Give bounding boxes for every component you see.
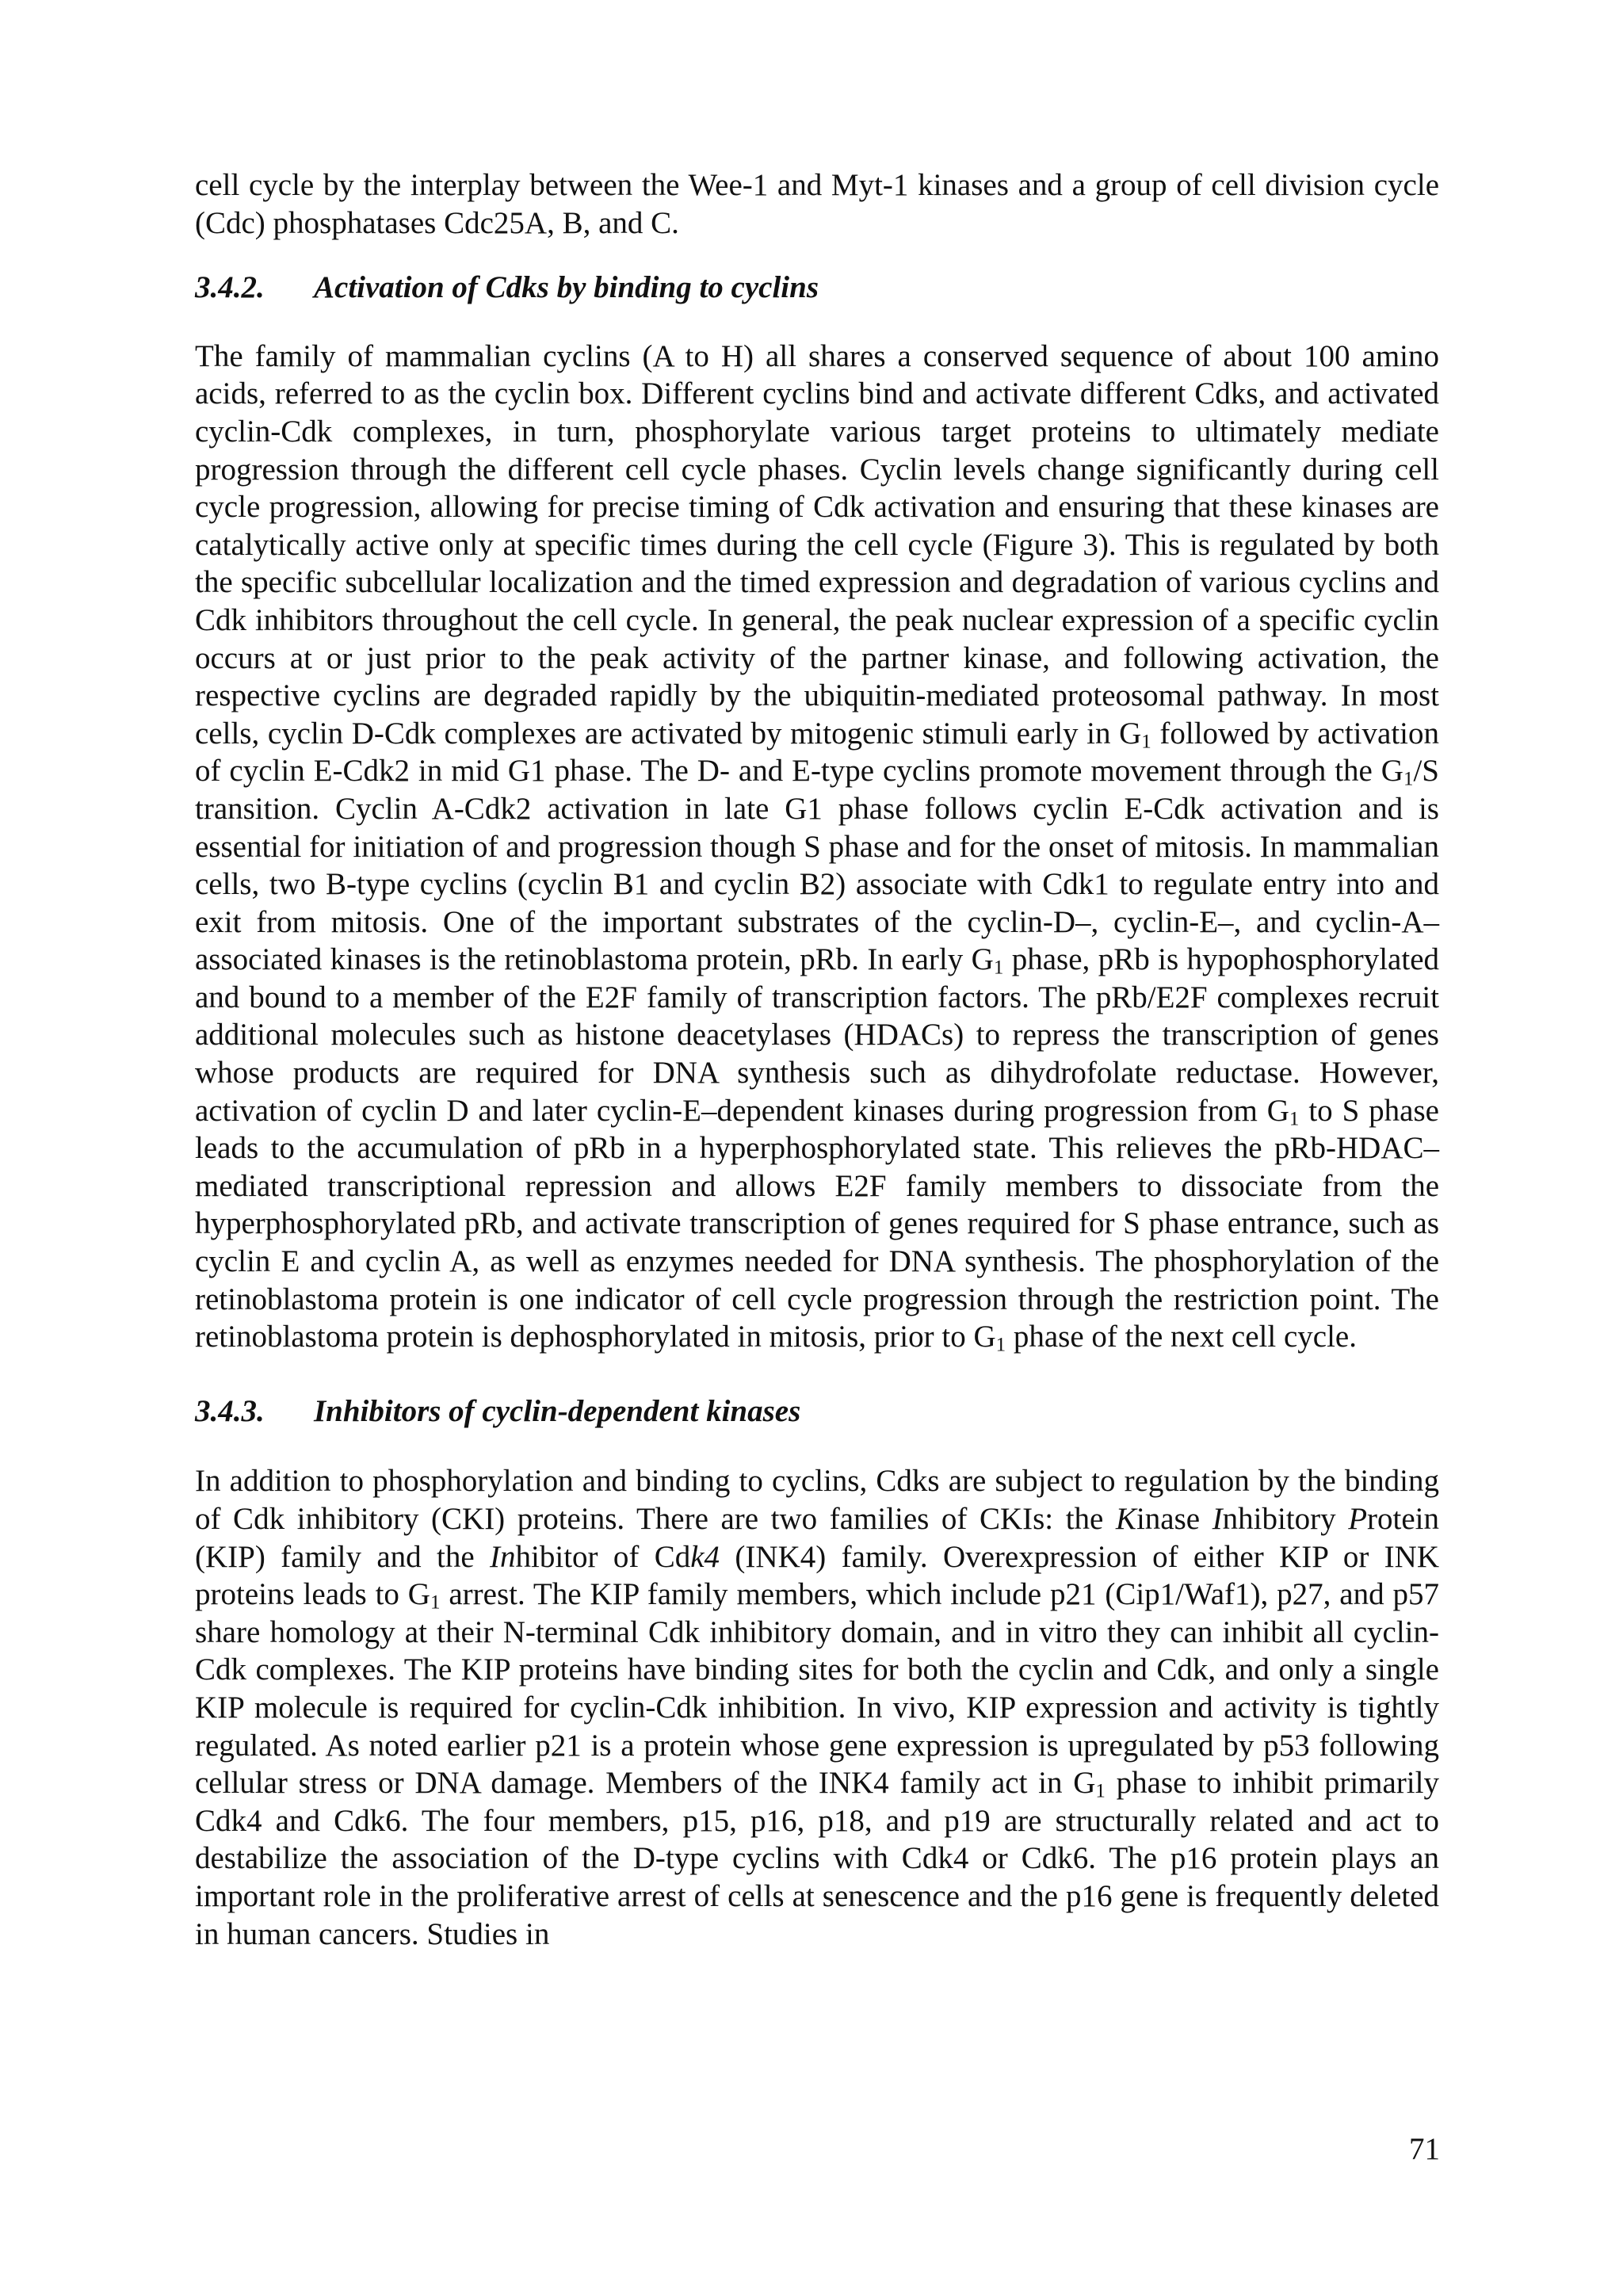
section-title: Inhibitors of cyclin-dependent kinases xyxy=(314,1393,801,1428)
section-title: Activation of Cdks by binding to cyclins xyxy=(314,270,819,305)
section-3-4-3-paragraph: In addition to phosphorylation and binding to cyclins, Cdks are subject to regulation by the binding of Cdk inhibitory (CKI) proteins. There are two families of CKIs: the Kinase Inhibitory Protein (KIP) family and the Inhibitor of Cdk4 (INK4) family. Overexpression of either KIP or INK proteins leads to $G_1$ arrest. The KIP family members, which include p21 (Cip1/Waf1), p27, and p57 share homology at their N-terminal Cdk inhibitory domain, and in vitro they can inhibit all cyclin-Cdk complexes. The KIP proteins have binding sites for both the cyclin and Cdk, and only a single KIP molecule is required for cyclin-Cdk inhibition. In vivo, KIP expression and activity is tightly regulated. As noted earlier p21 is a protein whose gene expression is upregulated by p53 following cellular stress or DNA damage. Members of the INK4 family act in $G_1$ phase to inhibit primarily Cdk4 and Cdk6. The four members, p15, p16, p18, and p19 are structurally related and act to destabilize the association of the D-type cyclins with Cdk4 or Cdk6. The p16 protein plays an important role in the proliferative arrest of cells at senescence and the p16 gene is frequently deleted in human cancers. Studies in xyxy=(195,1464,1439,1951)
section-heading-3-4-2 xyxy=(195,269,1439,307)
page-number: 71 xyxy=(1409,2132,1440,2166)
section-number: 3.4.3. xyxy=(195,1393,265,1428)
page-body xyxy=(195,166,1439,1953)
section-heading-3-4-3 xyxy=(195,1392,1439,1431)
section-3-4-2-paragraph: The family of mammalian cyclins (A to H) all shares a conserved sequence of about 100 amino acids, referred to as the cyclin box. Different cyclins bind and activate different Cdks, and activated cyclin-Cdk complexes, in turn, phosphorylate various target proteins to ultimately mediate progression through the different cell cycle phases. Cyclin levels change significantly during cell cycle progression, allowing for precise timing of Cdk activation and ensuring that these kinases are catalytically active only at specific times during the cell cycle (Figure 3). This is regulated by both the specific subcellular localization and the timed expression and degradation of various cyclins and Cdk inhibitors throughout the cell cycle. In general, the peak nuclear expression of a specific cyclin occurs at or just prior to the peak activity of the partner kinase, and following activation, the respective cyclins are degraded rapidly by the ubiquitin-mediated proteosomal pathway. In most cells, cyclin D-Cdk complexes are activated by mitogenic stimuli early in $G_1$ followed by activation of cyclin E-Cdk2 in mid G1 phase. The D- and E-type cyclins promote movement through the $G_1/S$ transition. Cyclin A-Cdk2 activation in late G1 phase follows cyclin E-Cdk activation and is essential for initiation of and progression though S phase and for the onset of mitosis. In mammalian cells, two B-type cyclins (cyclin B1 and cyclin B2) associate with Cdk1 to regulate entry into and exit from mitosis. One of the important substrates of the cyclin-D–, cyclin-E–, and cyclin-A–associated kinases is the retinoblastoma protein, pRb. In early $G_1$ phase, pRb is hypophosphorylated and bound to a member of the E2F family of transcription factors. The pRb/E2F complexes recruit additional molecules such as histone deacetylases (HDACs) to repress the transcription of genes whose products are required for DNA synthesis such as dihydrofolate reductase. However, activation of cyclin D and later cyclin-E–dependent kinases during progression from $G_1$ to S phase leads to the accumulation of pRb in a hyperphosphorylated state. This relieves the pRb-HDAC–mediated transcriptional repression and allows E2F family members to dissociate from the hyperphosphorylated pRb, and activate transcription of genes required for S phase entrance, such as cyclin E and cyclin A, as well as enzymes needed for DNA synthesis. The phosphorylation of the retinoblastoma protein is one indicator of cell cycle progression through the restriction point. The retinoblastoma protein is dephosphorylated in mitosis, prior to $G_1$ phase of the next cell cycle. xyxy=(195,338,1439,1356)
section-number: 3.4.2. xyxy=(195,270,265,305)
intro-paragraph: cell cycle by the interplay between the Wee-1 and Myt-1 kinases and a group of cell division cycle (Cdc) phosphatases Cdc25A, B, and C. xyxy=(195,168,1439,240)
